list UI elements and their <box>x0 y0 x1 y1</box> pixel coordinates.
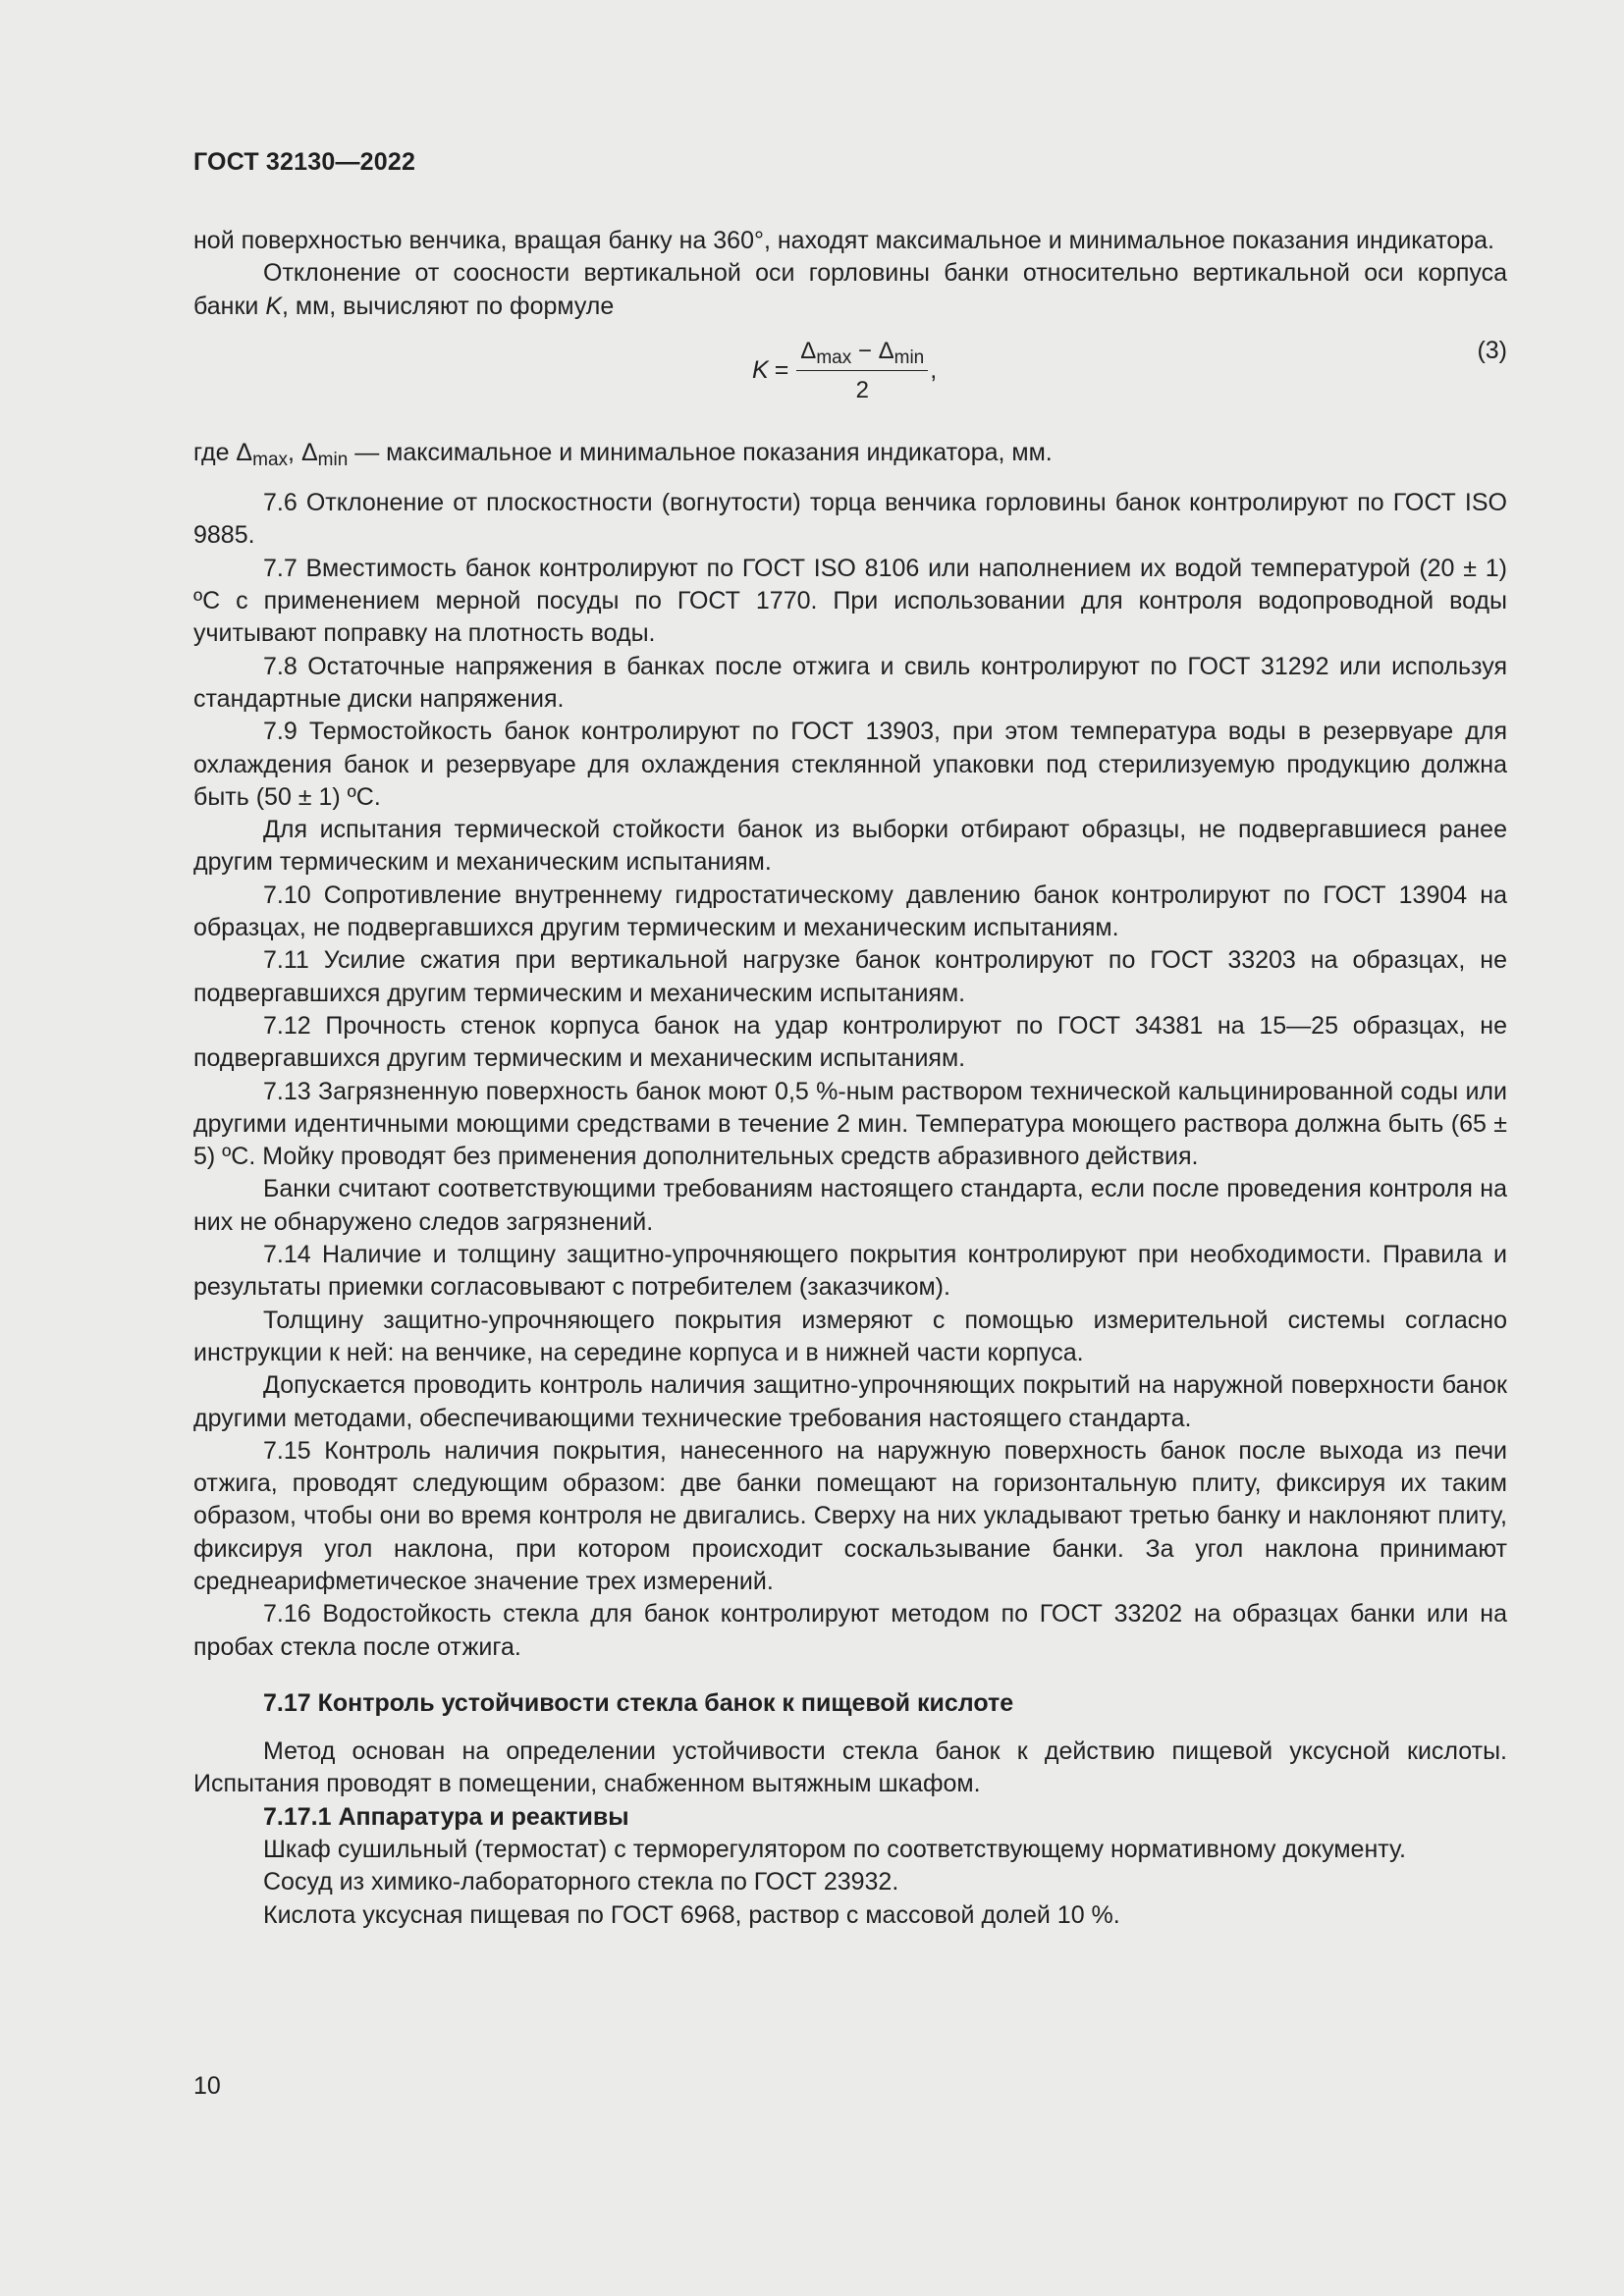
equipment-item-oven: Шкаф сушильный (термостат) с терморегулятором по соответствующему нормативному документу. <box>263 1836 1406 1864</box>
legend-subscript-max: max <box>252 449 289 470</box>
spacer <box>193 469 1507 487</box>
subscript-max: max <box>816 347 852 368</box>
section-heading-7-17: 7.17 Контроль устойчивости стекла банок к пищевой кислоте <box>263 1688 1014 1717</box>
clause-7-9: 7.9 Термостойкость банок контролируют по ГОСТ 13903, при этом температура воды в резервуаре для охлаждения банок и резервуаре для охлаждения стеклянной упаковки под стерилизуемую продукцию должна быть (50 ± 1) ºС. <box>193 718 1507 811</box>
delta-symbol: Δ <box>800 337 817 364</box>
paragraph-text: , мм, вычисляют по формуле <box>282 292 615 320</box>
legend-text: , Δ <box>288 438 318 466</box>
legend-text: — максимальное и минимальное показания индикатора, мм. <box>348 438 1053 466</box>
document-code-header: ГОСТ 32130—2022 <box>193 148 416 176</box>
variable-k: K <box>265 292 282 320</box>
subscript-min: min <box>893 347 925 368</box>
clause-7-14-thickness: Толщину защитно-упрочняющего покрытия измеряют с помощью измерительной системы согласно инструкции к ней: на венчике, на середине корпуса и в нижней части корпуса. <box>193 1306 1507 1366</box>
paragraph-continuation: ной поверхностью венчика, вращая банку на 360°, находят максимальное и минимальное показания индикатора. <box>193 227 1494 254</box>
minus-sign: − <box>851 337 879 364</box>
clause-7-10: 7.10 Сопротивление внутреннему гидростатическому давлению банок контролируют по ГОСТ 13904 на образцах, не подвергавшихся другим термическим и механическим испытаниям. <box>193 881 1507 942</box>
clause-7-15: 7.15 Контроль наличия покрытия, нанесенного на наружную поверхность банок после выхода из печи отжига, проводят следующим образом: две банки помещают на горизонтальную плиту, фиксируя их таким образом, чтобы они во время контроля не двигались. Сверху на них укладывают третью банку и наклоняют плиту, фиксируя угол наклона, при котором происходит соскальзывание банки. За угол наклона принимают среднеарифметическое значение трех измерений. <box>193 1436 1507 1595</box>
clause-7-13-note: Банки считают соответствующими требованиям настоящего стандарта, если после проведения контроля на них не обнаружено следов загрязнений. <box>193 1175 1507 1236</box>
paragraph-text: Отклонение от соосности вертикальной оси горловины банки относительно вертикальной оси корпуса банки <box>193 259 1507 320</box>
clause-7-8: 7.8 Остаточные напряжения в банках после отжига и свиль контролируют по ГОСТ 31292 или используя стандартные диски напряжения. <box>193 652 1507 713</box>
clause-7-11: 7.11 Усилие сжатия при вертикальной нагрузке банок контролируют по ГОСТ 33203 на образцах, не подвергавшихся другим термическим и механическим испытаниям. <box>193 946 1507 1007</box>
formula-equals: = <box>774 356 789 385</box>
subsection-heading-7-17-1: 7.17.1 Аппаратура и реактивы <box>263 1802 629 1831</box>
paragraph-coaxiality <box>193 257 1507 323</box>
formula-legend <box>193 437 1507 469</box>
formula-denominator: 2 <box>855 377 869 404</box>
formula-block <box>193 327 1507 437</box>
page-number: 10 <box>193 2072 221 2100</box>
spacer <box>193 1664 1507 1687</box>
spacer <box>193 1720 1507 1735</box>
clause-7-12: 7.12 Прочность стенок корпуса банок на удар контролируют по ГОСТ 34381 на 15—25 образцах, не подвергавшихся другим термическим и механическим испытаниям. <box>193 1011 1507 1073</box>
formula-fraction <box>796 335 928 407</box>
equipment-item-vessel: Сосуд из химико-лабораторного стекла по ГОСТ 23932. <box>263 1868 899 1896</box>
formula-comma: , <box>930 356 938 385</box>
formula-expression <box>752 335 937 407</box>
clause-7-16: 7.16 Водостойкость стекла для банок контролируют методом по ГОСТ 33202 на образцах банки или на пробах стекла после отжига. <box>193 1600 1507 1661</box>
legend-text: где Δ <box>193 438 253 466</box>
clause-7-14: 7.14 Наличие и толщину защитно-упрочняющего покрытия контролируют при необходимости. Правила и результаты приемки согласовывают с потребителем (заказчиком). <box>193 1241 1507 1302</box>
legend-subscript-min: min <box>317 449 349 470</box>
clause-7-13: 7.13 Загрязненную поверхность банок моют 0,5 %-ным раствором технической кальцинированной соды или другими идентичными моющими средствами в течение 2 мин. Температура моющего раствора должна быть (65 ± 5) ºС. Мойку проводят без применения дополнительных средств абразивного действия. <box>193 1077 1507 1171</box>
clause-7-14-methods: Допускается проводить контроль наличия защитно-упрочняющих покрытий на наружной поверхности банок другими методами, обеспечивающими технические требования настоящего стандарта. <box>193 1371 1507 1432</box>
clause-7-7: 7.7 Вместимость банок контролируют по ГОСТ ISO 8106 или наполнением их водой температурой (20 ± 1) ºС с применением мерной посуды по ГОСТ 1770. При использовании для контроля водопроводной воды учитывают поправку на плотность воды. <box>193 554 1507 648</box>
delta-symbol: Δ <box>878 337 894 364</box>
page-body <box>193 225 1507 1932</box>
clause-7-9-note: Для испытания термической стойкости банок из выборки отбирают образцы, не подвергавшиеся ранее другим термическим и механическим испытаниям. <box>193 816 1507 877</box>
formula-number: (3) <box>1477 336 1507 364</box>
reagent-item-acid: Кислота уксусная пищевая по ГОСТ 6968, раствор с массовой долей 10 %. <box>263 1900 1120 1929</box>
clause-7-6: 7.6 Отклонение от плоскостности (вогнутости) торца венчика горловины банок контролируют по ГОСТ ISO 9885. <box>193 489 1507 550</box>
formula-lhs: K <box>752 356 769 385</box>
formula-numerator <box>796 335 928 371</box>
clause-7-17-method: Метод основан на определении устойчивости стекла банок к действию пищевой уксусной кислоты. Испытания проводят в помещении, снабженном вытяжным шкафом. <box>193 1737 1507 1798</box>
